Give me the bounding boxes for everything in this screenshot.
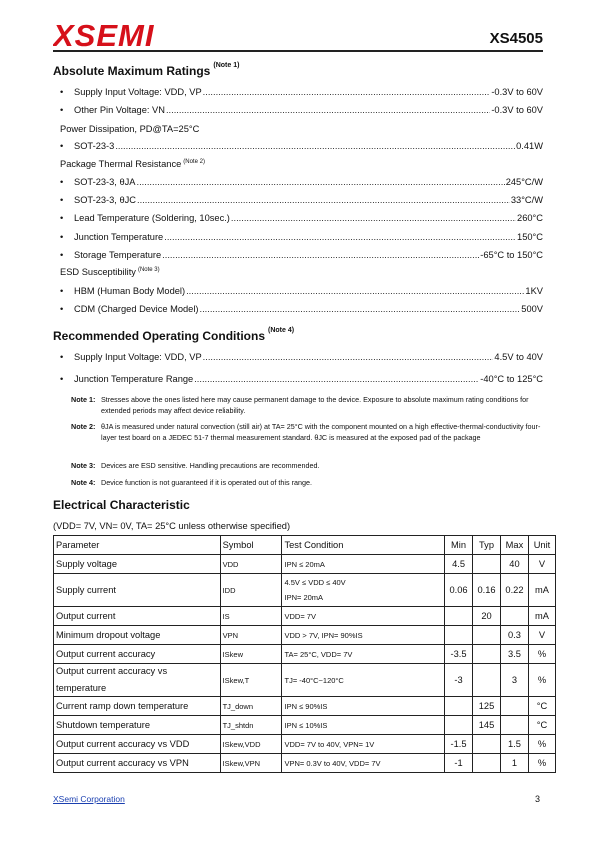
list-item: • Junction Temperature Range ..... -40°C to 125°C — [60, 374, 543, 384]
max-cell: 0.3 — [500, 626, 528, 645]
header-divider — [53, 50, 543, 52]
max-cell: 0.22 — [500, 574, 528, 607]
min-cell: -1 — [445, 754, 473, 773]
typ-cell: 145 — [473, 716, 501, 735]
min-cell — [445, 626, 473, 645]
symbol-cell: ISkew,VDD — [220, 735, 282, 754]
header-cell: Unit — [528, 536, 555, 555]
condition-cell: 4.5V ≤ VDD ≤ 40V IPN= 20mA — [282, 574, 445, 607]
max-cell — [500, 697, 528, 716]
typ-cell — [473, 626, 501, 645]
param-cell: Output current — [54, 607, 221, 626]
unit-cell: % — [528, 664, 555, 697]
param-cell: Supply current — [54, 574, 221, 607]
table-row — [54, 626, 556, 645]
param-cell: Output current accuracy — [54, 645, 221, 664]
table-row — [54, 645, 556, 664]
param-cell: Output current accuracy vs VPN — [54, 754, 221, 773]
list-item: • Lead Temperature (Soldering, 10sec.) ..... 260°C — [60, 213, 543, 223]
condition-cell: VDD= 7V to 40V, VPN= 1V — [282, 735, 445, 754]
min-cell: -3 — [445, 664, 473, 697]
min-cell — [445, 716, 473, 735]
table-row — [54, 607, 556, 626]
note-2: Note 2: θJA is measured under natural convection (still air) at TA= 25°C with the component mounted on a high effective-thermal-conductivity four-layer test board on a JEDEC 51-7 thermal measurement standard. θJC is measured at the exposed pad of the package — [71, 422, 541, 442]
max-cell: 1 — [500, 754, 528, 773]
note-4: Note 4: Device function is not guaranteed if it is operated out of this range. — [71, 478, 312, 487]
rec-op-heading: Recommended Operating Conditions $^{(Note 4)}$ — [53, 327, 295, 343]
param-cell: Output current accuracy vs temperature — [54, 664, 221, 697]
elec-conditions: (VDD= 7V, VN= 0V, TA= 25°C unless otherwise specified) — [53, 521, 291, 531]
min-cell — [445, 607, 473, 626]
logo-text: XSEMI — [53, 18, 155, 50]
symbol-cell: TJ_down — [220, 697, 282, 716]
max-cell: 40 — [500, 555, 528, 574]
list-item: • Junction Temperature ..... 150°C — [60, 232, 543, 242]
header-cell: Symbol — [220, 536, 282, 555]
max-cell: 3 — [500, 664, 528, 697]
typ-cell: 0.16 — [473, 574, 501, 607]
unit-cell: °C — [528, 716, 555, 735]
electrical-table — [53, 535, 556, 773]
symbol-cell: IS — [220, 607, 282, 626]
symbol-cell: ISkew — [220, 645, 282, 664]
abs-max-heading: Absolute Maximum Ratings $^{(Note 1)}$ — [53, 62, 240, 78]
table-row — [54, 754, 556, 773]
table-row — [54, 735, 556, 754]
list-item: • Supply Input Voltage: VDD, VP ..... -0.3V to 60V — [60, 87, 543, 97]
symbol-cell: VDD — [220, 555, 282, 574]
table-row — [54, 716, 556, 735]
list-item: • CDM (Charged Device Model) ..... 500V — [60, 304, 543, 314]
unit-cell: % — [528, 645, 555, 664]
symbol-cell: TJ_shtdn — [220, 716, 282, 735]
condition-cell: TA= 25°C, VDD= 7V — [282, 645, 445, 664]
list-item: • Storage Temperature ..... -65°C to 150°C — [60, 250, 543, 260]
header-cell: Min — [445, 536, 473, 555]
table-row — [54, 555, 556, 574]
typ-cell: 20 — [473, 607, 501, 626]
typ-cell — [473, 645, 501, 664]
symbol-cell: VPN — [220, 626, 282, 645]
unit-cell: % — [528, 735, 555, 754]
param-cell: Current ramp down temperature — [54, 697, 221, 716]
unit-cell: °C — [528, 697, 555, 716]
list-item: • SOT-23-3 ..... 0.41W — [60, 141, 543, 151]
list-item: • Supply Input Voltage: VDD, VP ..... 4.5V to 40V — [60, 352, 543, 362]
condition-cell: VPN= 0.3V to 40V, VDD= 7V — [282, 754, 445, 773]
typ-cell — [473, 735, 501, 754]
thermal-resistance-label: Package Thermal Resistance $^{(Note 2)}$ — [60, 159, 205, 169]
list-item: • Other Pin Voltage: VN ..... -0.3V to 60V — [60, 105, 543, 115]
header-cell: Typ — [473, 536, 501, 555]
elec-heading: Electrical Characteristic — [53, 498, 190, 512]
condition-cell: TJ= -40°C~120°C — [282, 664, 445, 697]
typ-cell — [473, 664, 501, 697]
unit-cell: mA — [528, 607, 555, 626]
esd-label: ESD Susceptibility $^{(Note 3)}$ — [60, 267, 160, 277]
min-cell: 4.5 — [445, 555, 473, 574]
list-item: • HBM (Human Body Model) ..... 1KV — [60, 286, 543, 296]
power-dissipation-label: Power Dissipation, PD@TA=25°C — [60, 124, 200, 134]
unit-cell: V — [528, 626, 555, 645]
company-link[interactable]: XSemi Corporation — [53, 794, 125, 804]
min-cell — [445, 697, 473, 716]
unit-cell: V — [528, 555, 555, 574]
param-cell: Output current accuracy vs VDD — [54, 735, 221, 754]
xsemi-logo — [53, 18, 193, 50]
condition-cell: IPN ≤ 10%IS — [282, 716, 445, 735]
condition-cell: VDD > 7V, IPN= 90%IS — [282, 626, 445, 645]
list-item: • SOT-23-3, θJC ..... 33°C/W — [60, 195, 543, 205]
table-row — [54, 574, 556, 607]
list-item: • SOT-23-3, θJA ..... 245°C/W — [60, 177, 543, 187]
max-cell: 3.5 — [500, 645, 528, 664]
symbol-cell: ISkew,VPN — [220, 754, 282, 773]
condition-cell: IPN ≤ 20mA — [282, 555, 445, 574]
note-3: Note 3: Devices are ESD sensitive. Handling precautions are recommended. — [71, 461, 320, 470]
page-number: 3 — [534, 794, 540, 804]
max-cell — [500, 716, 528, 735]
min-cell: -3.5 — [445, 645, 473, 664]
symbol-cell: ISkew,T — [220, 664, 282, 697]
max-cell: 1.5 — [500, 735, 528, 754]
min-cell: 0.06 — [445, 574, 473, 607]
table-row — [54, 697, 556, 716]
max-cell — [500, 607, 528, 626]
header-cell: Parameter — [54, 536, 221, 555]
param-cell: Supply voltage — [54, 555, 221, 574]
condition-cell: IPN ≤ 90%IS — [282, 697, 445, 716]
typ-cell — [473, 555, 501, 574]
table-header-row — [54, 536, 556, 555]
note-1: Note 1: Stresses above the ones listed here may cause permanent damage to the device. Exposure to absolute maximum rating conditions for extended periods may affect device reliability. — [71, 395, 529, 415]
header-cell: Max — [500, 536, 528, 555]
typ-cell — [473, 754, 501, 773]
symbol-cell: IDD — [220, 574, 282, 607]
table-row — [54, 664, 556, 697]
unit-cell: % — [528, 754, 555, 773]
part-number: XS4505 — [489, 30, 543, 47]
unit-cell: mA — [528, 574, 555, 607]
param-cell: Minimum dropout voltage — [54, 626, 221, 645]
condition-cell: VDD= 7V — [282, 607, 445, 626]
param-cell: Shutdown temperature — [54, 716, 221, 735]
header-cell: Test Condition — [282, 536, 445, 555]
typ-cell: 125 — [473, 697, 501, 716]
min-cell: -1.5 — [445, 735, 473, 754]
